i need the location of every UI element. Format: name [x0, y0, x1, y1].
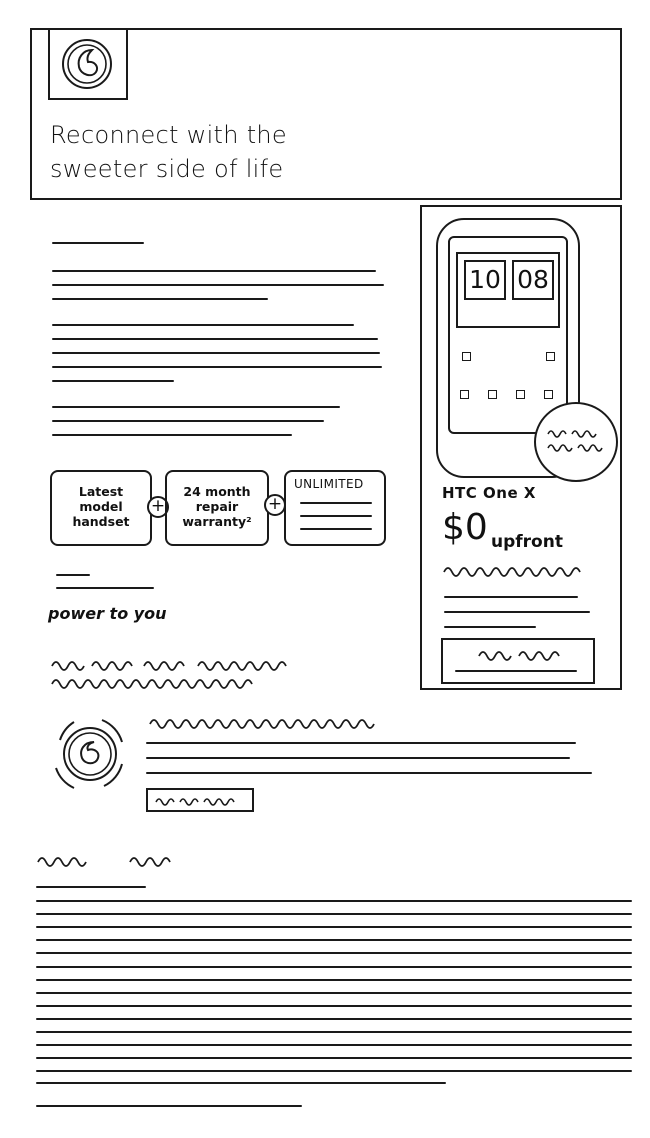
text-line — [52, 270, 376, 272]
text-line — [36, 886, 146, 888]
page-headline — [50, 118, 287, 186]
text-line — [300, 528, 372, 530]
text-line — [455, 670, 577, 672]
text-line — [52, 420, 324, 422]
text-line — [36, 1070, 632, 1072]
feature-label: warranty² — [182, 514, 252, 529]
price-suffix: upfront — [491, 532, 563, 552]
price: $0 — [442, 507, 488, 548]
squiggle-label — [152, 792, 252, 810]
text-line — [444, 596, 578, 598]
speech-mark-logo-icon — [50, 30, 126, 98]
text-line — [52, 406, 340, 408]
text-line — [52, 284, 384, 286]
text-line — [36, 939, 632, 941]
app-icon — [488, 390, 497, 399]
app-icon — [462, 352, 471, 361]
text-line — [300, 515, 372, 517]
brand-logo[interactable] — [48, 28, 128, 100]
squiggle-section-title — [34, 852, 204, 870]
clock-minute: 08 — [512, 260, 554, 300]
text-line — [36, 1044, 632, 1046]
headline-line: sweeter side of life — [50, 155, 284, 183]
app-icon — [546, 352, 555, 361]
text-line — [36, 926, 632, 928]
feature-label: Latest — [78, 484, 124, 499]
feature-label: repair — [195, 499, 239, 514]
text-line — [52, 338, 378, 340]
text-line — [52, 380, 174, 382]
squiggle-text — [48, 656, 398, 696]
text-line — [56, 574, 90, 576]
plus-icon: + — [264, 494, 286, 516]
tagline: power to you — [48, 604, 167, 623]
squiggle-text — [440, 562, 590, 580]
clock-hour: 10 — [464, 260, 506, 300]
feature-label: UNLIMITED — [294, 477, 364, 491]
text-line — [52, 324, 354, 326]
text-line — [36, 900, 632, 902]
text-line — [146, 742, 576, 744]
text-line — [444, 626, 536, 628]
text-line — [36, 913, 632, 915]
flame-circle-icon — [46, 712, 132, 796]
clock-widget — [456, 252, 560, 328]
text-line — [56, 587, 154, 589]
text-line — [52, 352, 380, 354]
text-line — [52, 242, 144, 244]
link-button[interactable] — [146, 788, 254, 812]
feature-unlimited[interactable] — [284, 470, 386, 546]
button-squiggle-label — [475, 646, 565, 664]
squiggle-heading — [146, 714, 386, 732]
headline-line: Reconnect with the — [50, 121, 287, 149]
text-line — [146, 757, 570, 759]
text-line — [444, 611, 590, 613]
text-line — [36, 992, 632, 994]
text-line — [36, 979, 632, 981]
plus-icon: + — [147, 496, 169, 518]
text-line — [300, 502, 372, 504]
text-line — [36, 1018, 632, 1020]
offer-badge[interactable] — [534, 402, 618, 482]
feature-latest-handset[interactable] — [50, 470, 152, 546]
feature-repair-warranty[interactable] — [165, 470, 269, 546]
text-line — [36, 1082, 446, 1084]
buy-now-button[interactable] — [441, 638, 595, 684]
text-line — [36, 1057, 632, 1059]
app-icon — [544, 390, 553, 399]
text-line — [36, 1031, 632, 1033]
text-line — [52, 434, 292, 436]
text-line — [52, 366, 382, 368]
text-line — [36, 952, 632, 954]
text-line — [36, 1005, 632, 1007]
feature-label: 24 month — [183, 484, 251, 499]
text-line — [52, 298, 268, 300]
app-icon — [460, 390, 469, 399]
text-line — [36, 1105, 302, 1107]
feature-label: model — [79, 499, 123, 514]
text-line — [36, 966, 632, 968]
badge-squiggle-text — [542, 422, 612, 462]
phone-name: HTC One X — [442, 484, 536, 502]
text-line — [146, 772, 592, 774]
feature-label: handset — [72, 514, 130, 529]
app-icon — [516, 390, 525, 399]
